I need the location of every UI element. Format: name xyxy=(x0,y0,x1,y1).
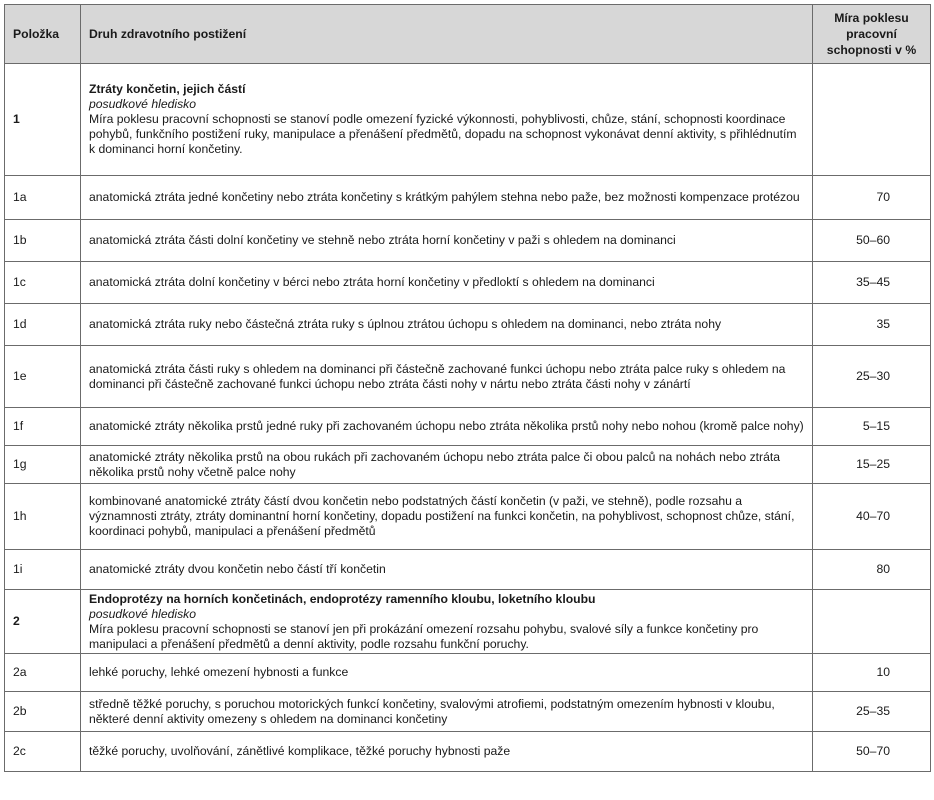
item-code: 1h xyxy=(5,484,81,550)
item-value: 35 xyxy=(813,304,931,346)
section-title: Endoprotézy na horních končetinách, endoprotézy ramenního kloubu, loketního kloubu xyxy=(89,591,596,606)
header-item: Položka xyxy=(5,5,81,64)
item-description xyxy=(81,590,813,654)
item-value: 50–70 xyxy=(813,732,931,772)
item-description: anatomické ztráty několika prstů jedné ruky při zachovaném úchopu nebo ztráta několika prstů nohy nebo nohou (kromě palce nohy) xyxy=(81,408,813,446)
item-description: anatomická ztráta ruky nebo částečná ztráta ruky s úplnou ztrátou úchopu s ohledem na dominanci, nebo ztráta nohy xyxy=(81,304,813,346)
item-value: 25–30 xyxy=(813,346,931,408)
item-code: 1i xyxy=(5,550,81,590)
table-row xyxy=(5,304,931,346)
item-code: 1d xyxy=(5,304,81,346)
disability-table xyxy=(4,4,931,772)
section-subtitle: posudkové hledisko xyxy=(89,97,197,111)
item-description: anatomická ztráta části dolní končetiny ve stehně nebo ztráta horní končetiny v paži s ohledem na dominanci xyxy=(81,220,813,262)
header-percentage-line-2: pracovní xyxy=(846,27,897,41)
table-row xyxy=(5,692,931,732)
section-row xyxy=(5,64,931,176)
item-code: 1g xyxy=(5,446,81,484)
header-percentage xyxy=(813,5,931,64)
table-row xyxy=(5,550,931,590)
item-value: 35–45 xyxy=(813,262,931,304)
item-code: 2b xyxy=(5,692,81,732)
item-description: anatomické ztráty několika prstů na obou rukách při zachovaném úchopu nebo ztráta palce či obou palců na nohách nebo ztráta několika prstů nohy včetně palce nohy xyxy=(81,446,813,484)
item-value: 10 xyxy=(813,654,931,692)
item-description: kombinované anatomické ztráty částí dvou končetin nebo podstatných částí končetin (v paži, ve stehně), podle rozsahu a významnosti ztráty, ztráty dominantní horní končetiny, dopadu postižení na funkci končetin, na pohyblivost, schopnost chůze, stání, koordinaci pohybů, manipulaci a přenášení předmětů xyxy=(81,484,813,550)
item-code: 2a xyxy=(5,654,81,692)
section-title: Ztráty končetin, jejich částí xyxy=(89,82,246,96)
section-text: Míra poklesu pracovní schopnosti se stanoví podle omezení fyzické výkonnosti, pohyblivosti, chůze, stání, schopnosti koordinace pohybů, funkčního postižení ruky, manipulace a přenášení předmětů, dopadu na schopnost vykonávat denní aktivity, s přihlédnutím k dominanci horní končetiny. xyxy=(89,112,797,156)
item-description: anatomické ztráty dvou končetin nebo částí tří končetin xyxy=(81,550,813,590)
section-subtitle: posudkové hledisko xyxy=(89,606,197,621)
item-description: lehké poruchy, lehké omezení hybnosti a funkce xyxy=(81,654,813,692)
document-page xyxy=(4,4,930,772)
item-description: středně těžké poruchy, s poruchou motorických funkcí končetiny, svalovými atrofiemi, podstatným omezením hybnosti v kloubu, některé denní aktivity omezeny s ohledem na dominanci končetiny xyxy=(81,692,813,732)
table-row xyxy=(5,408,931,446)
table-row xyxy=(5,484,931,550)
header-type: Druh zdravotního postižení xyxy=(81,5,813,64)
item-description: těžké poruchy, uvolňování, zánětlivé komplikace, těžké poruchy hybnosti paže xyxy=(81,732,813,772)
item-code: 1a xyxy=(5,176,81,220)
item-value: 80 xyxy=(813,550,931,590)
table-row xyxy=(5,654,931,692)
item-value: 5–15 xyxy=(813,408,931,446)
item-value: 50–60 xyxy=(813,220,931,262)
item-code: 1c xyxy=(5,262,81,304)
section-row xyxy=(5,590,931,654)
header-percentage-line-1: Míra poklesu xyxy=(834,11,909,25)
item-code: 1b xyxy=(5,220,81,262)
item-value: 25–35 xyxy=(813,692,931,732)
item-description: anatomická ztráta části ruky s ohledem na dominanci při částečně zachované funkci úchopu nebo ztráta palce ruky s ohledem na dominanci při částečně zachované funkci úchopu nebo ztráta části nohy v nártu nebo ztráta části nohy v zánártí xyxy=(81,346,813,408)
table-header-row xyxy=(5,5,931,64)
item-code: 1e xyxy=(5,346,81,408)
table-row xyxy=(5,220,931,262)
item-value: 70 xyxy=(813,176,931,220)
section-text: Míra poklesu pracovní schopnosti se stanoví jen při prokázání omezení rozsahu pohybu, svalové síly a funkce končetiny pro manipulaci a přenášení předmětů a denní aktivity, podle rozsahu funkční poruchy. xyxy=(89,621,759,651)
table-row xyxy=(5,346,931,408)
table-row xyxy=(5,732,931,772)
item-code: 2 xyxy=(5,590,81,654)
item-code: 1 xyxy=(5,64,81,176)
item-value: 40–70 xyxy=(813,484,931,550)
table-row xyxy=(5,176,931,220)
item-code: 1f xyxy=(5,408,81,446)
table-row xyxy=(5,446,931,484)
item-value: 15–25 xyxy=(813,446,931,484)
header-percentage-line-3: schopnosti v % xyxy=(826,43,917,57)
item-code: 2c xyxy=(5,732,81,772)
table-row xyxy=(5,262,931,304)
item-value xyxy=(813,590,931,654)
item-description: anatomická ztráta jedné končetiny nebo ztráta končetiny s krátkým pahýlem stehna nebo paže, bez možnosti kompenzace protézou xyxy=(81,176,813,220)
item-description: anatomická ztráta dolní končetiny v bérci nebo ztráta horní končetiny v předloktí s ohledem na dominanci xyxy=(81,262,813,304)
item-description xyxy=(81,64,813,176)
item-value xyxy=(813,64,931,176)
